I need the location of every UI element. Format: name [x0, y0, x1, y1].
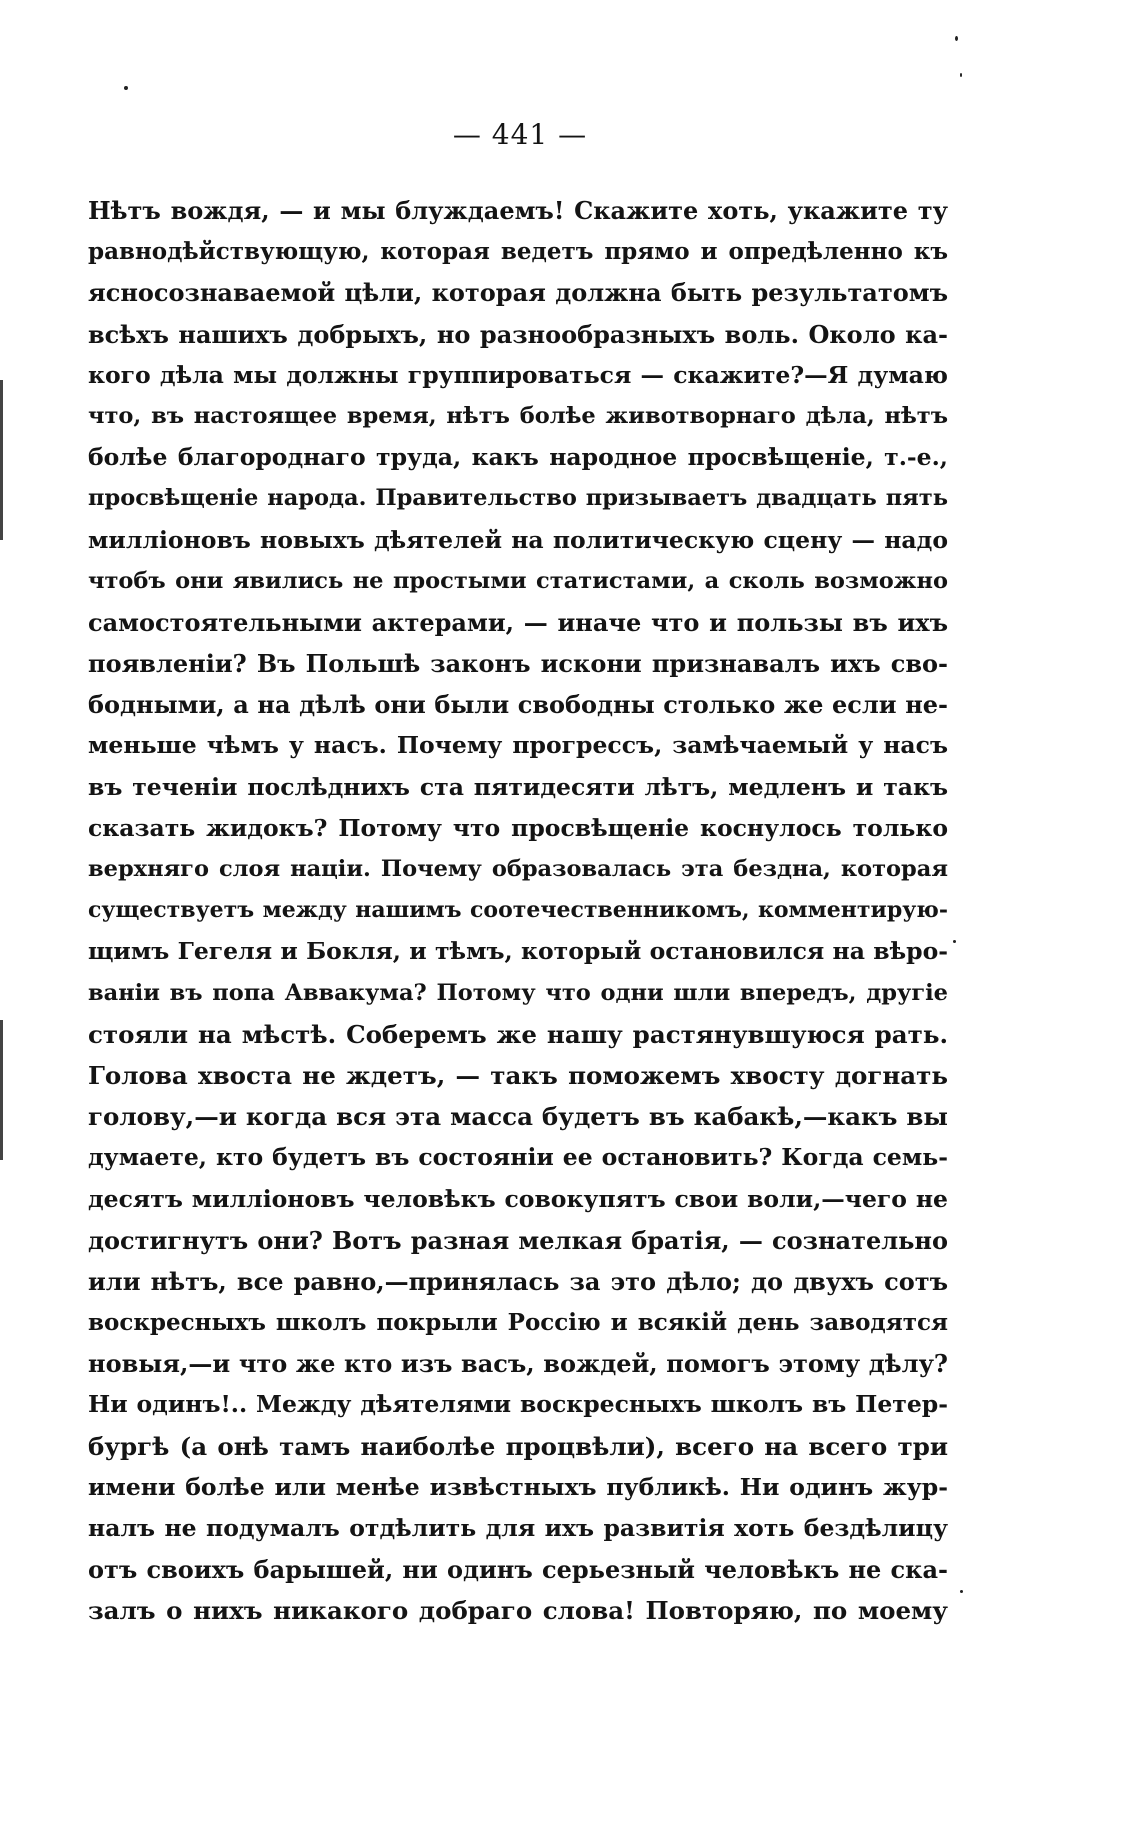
- scan-edge: [0, 380, 3, 540]
- text-line: милліоновъ новыхъ дѣятелей на политическую сцену — надо: [88, 525, 948, 554]
- text-line: равнодѣйствующую, которая ведетъ прямо и опредѣленно къ: [88, 238, 948, 266]
- text-line: стояли на мѣстѣ. Соберемъ же нашу растянувшуюся рать.: [88, 1019, 948, 1049]
- text-line: Ни одинъ!.. Между дѣятелями воскресныхъ школъ въ Петер-: [88, 1390, 948, 1419]
- text-line: существуетъ между нашимъ соотечественникомъ, комментирую-: [88, 897, 948, 924]
- text-line: десятъ милліоновъ человѣкъ совокупятъ свои воли,—чего не: [88, 1184, 948, 1213]
- text-line: чтобъ они явились не простыми статистами, а сколь возможно: [88, 567, 948, 594]
- text-line: въ теченіи послѣднихъ ста пятидесяти лѣтъ, медленъ и такъ: [88, 772, 948, 801]
- text-line: залъ о нихъ никакого добраго слова! Повторяю, по моему: [88, 1596, 948, 1626]
- text-line: кого дѣла мы должны группироваться — скажите?—Я думаю: [88, 360, 948, 389]
- text-line: Нѣтъ вождя, — и мы блуждаемъ! Скажите хоть, укажите ту: [88, 196, 948, 225]
- text-line: имени болѣе или менѣе извѣстныхъ публикѣ. Ни одинъ жур-: [88, 1472, 948, 1501]
- text-line: отъ своихъ барышей, ни одинъ серьезный человѣкъ не ска-: [88, 1555, 948, 1585]
- text-line: или нѣтъ, все равно,—принялась за это дѣло; до двухъ сотъ: [88, 1266, 948, 1296]
- text-line: просвѣщеніе народа. Правительство призываетъ двадцать пять: [88, 485, 948, 512]
- scan-speck: [953, 940, 956, 943]
- text-line: болѣе благороднаго труда, какъ народное просвѣщеніе, т.-е.,: [88, 443, 948, 472]
- text-line: самостоятельными актерами, — иначе что и пользы въ ихъ: [88, 607, 948, 637]
- text-line: воскресныхъ школъ покрыли Россію и всякій день заводятся: [88, 1309, 948, 1337]
- text-line: достигнутъ они? Вотъ разная мелкая братія, — сознательно: [88, 1225, 948, 1255]
- page-number: — 441 —: [452, 118, 588, 151]
- text-line: ваніи въ попа Аввакума? Потому что одни шли впередъ, другіе: [88, 979, 948, 1006]
- text-line: ясносознаваемой цѣли, которая должна быть результатомъ: [88, 278, 948, 308]
- text-line: бодными, а на дѣлѣ они были свободны столько же если не-: [88, 690, 948, 720]
- text-line: Голова хвоста не ждетъ, — такъ поможемъ хвосту догнать: [88, 1060, 948, 1090]
- scan-edge: [0, 1020, 3, 1160]
- text-line: верхняго слоя націи. Почему образовалась эта бездна, которая: [88, 856, 948, 882]
- scan-speck: [124, 86, 128, 90]
- scan-speck: [960, 73, 962, 77]
- text-line: новыя,—и что же кто изъ васъ, вождей, помогъ этому дѣлу?: [88, 1349, 948, 1379]
- text-line: щимъ Гегеля и Бокля, и тѣмъ, который остановился на вѣро-: [88, 937, 948, 966]
- body-text: [88, 190, 948, 1632]
- text-line: появленіи? Въ Польшѣ законъ искони признавалъ ихъ сво-: [88, 649, 948, 679]
- scan-speck: [955, 36, 958, 41]
- text-line: налъ не подумалъ отдѣлить для ихъ развитія хоть бездѣлицу: [88, 1514, 948, 1542]
- text-line: всѣхъ нашихъ добрыхъ, но разнообразныхъ воль. Около ка-: [88, 319, 948, 349]
- text-line: что, въ настоящее время, нѣтъ болѣе животворнаго дѣла, нѣтъ: [88, 402, 948, 429]
- text-line: сказать жидокъ? Потому что просвѣщеніе коснулось только: [88, 813, 948, 842]
- scan-speck: [960, 1590, 963, 1593]
- text-line: думаете, кто будетъ въ состояніи ее остановить? Когда семь-: [88, 1143, 948, 1172]
- text-line: бургѣ (а онѣ тамъ наиболѣе процвѣли), всего на всего три: [88, 1431, 948, 1461]
- text-line: меньше чѣмъ у насъ. Почему прогрессъ, замѣчаемый у насъ: [88, 731, 948, 760]
- text-line: голову,—и когда вся эта масса будетъ въ кабакѣ,—какъ вы: [88, 1102, 948, 1132]
